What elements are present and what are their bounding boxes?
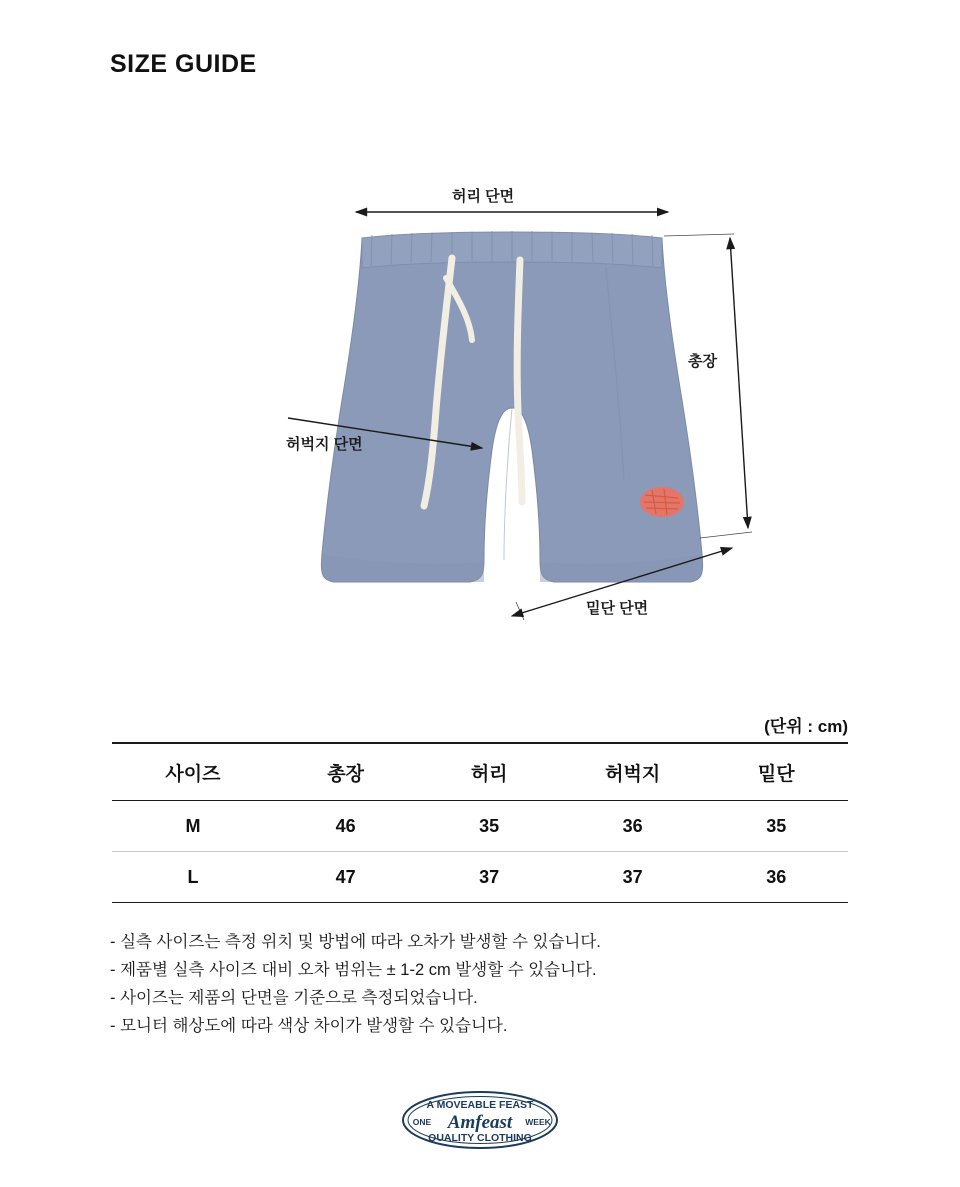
cell-thigh: 37: [561, 852, 705, 903]
note-item: - 실측 사이즈는 측정 위치 및 방법에 따라 오차가 발생할 수 있습니다.: [110, 933, 601, 951]
logo-bottom-text: QUALITY CLOTHING: [428, 1132, 532, 1144]
notes-list: [110, 928, 870, 1040]
length-guide-top: [664, 234, 734, 236]
header-size: 사이즈: [112, 743, 274, 801]
note-item: - 사이즈는 제품의 단면을 기준으로 측정되었습니다.: [110, 989, 478, 1007]
table-row: [112, 801, 848, 852]
size-table-head: [112, 743, 848, 801]
hem-guide-left: [516, 602, 524, 620]
header-hem: 밑단: [704, 743, 848, 801]
cell-hem: 36: [704, 852, 848, 903]
amfeast-logo-icon: [385, 1080, 575, 1160]
brand-logo: [0, 1080, 960, 1165]
header-thigh: 허벅지: [561, 743, 705, 801]
table-header-row: [112, 743, 848, 801]
cell-length: 46: [274, 801, 418, 852]
size-table: [112, 742, 848, 903]
cell-hem: 35: [704, 801, 848, 852]
shorts-illustration: [0, 150, 960, 650]
size-table-body: [112, 801, 848, 903]
cell-thigh: 36: [561, 801, 705, 852]
header-waist: 허리: [417, 743, 561, 801]
page-title: SIZE GUIDE: [110, 50, 257, 78]
logo-top-text: A MOVEABLE FEAST: [426, 1099, 534, 1111]
size-diagram: [0, 150, 960, 650]
cell-waist: 35: [417, 801, 561, 852]
label-length: 총장: [688, 353, 717, 370]
label-thigh: 허벅지 단면: [286, 436, 363, 453]
logo-center-text: Amfeast: [447, 1112, 513, 1133]
note-item: - 모니터 해상도에 따라 색상 차이가 발생할 수 있습니다.: [110, 1017, 508, 1035]
cell-length: 47: [274, 852, 418, 903]
center-seam: [504, 408, 512, 560]
cell-waist: 37: [417, 852, 561, 903]
logo-left-text: ONE: [412, 1117, 432, 1127]
length-measure-arrow: [730, 238, 748, 528]
note-item: - 제품별 실측 사이즈 대비 오차 범위는 ± 1-2 cm 발생할 수 있습니다.: [110, 961, 597, 979]
logo-right-text: WEEK: [525, 1117, 551, 1127]
cell-size: M: [112, 801, 274, 852]
cell-size: L: [112, 852, 274, 903]
unit-note: (단위 : cm): [764, 717, 848, 736]
notes-section: [110, 928, 870, 1040]
length-guide-bottom: [700, 532, 752, 538]
label-waist: 허리 단면: [452, 188, 515, 205]
label-hem: 밑단 단면: [586, 600, 649, 617]
table-row: [112, 852, 848, 903]
header-length: 총장: [274, 743, 418, 801]
